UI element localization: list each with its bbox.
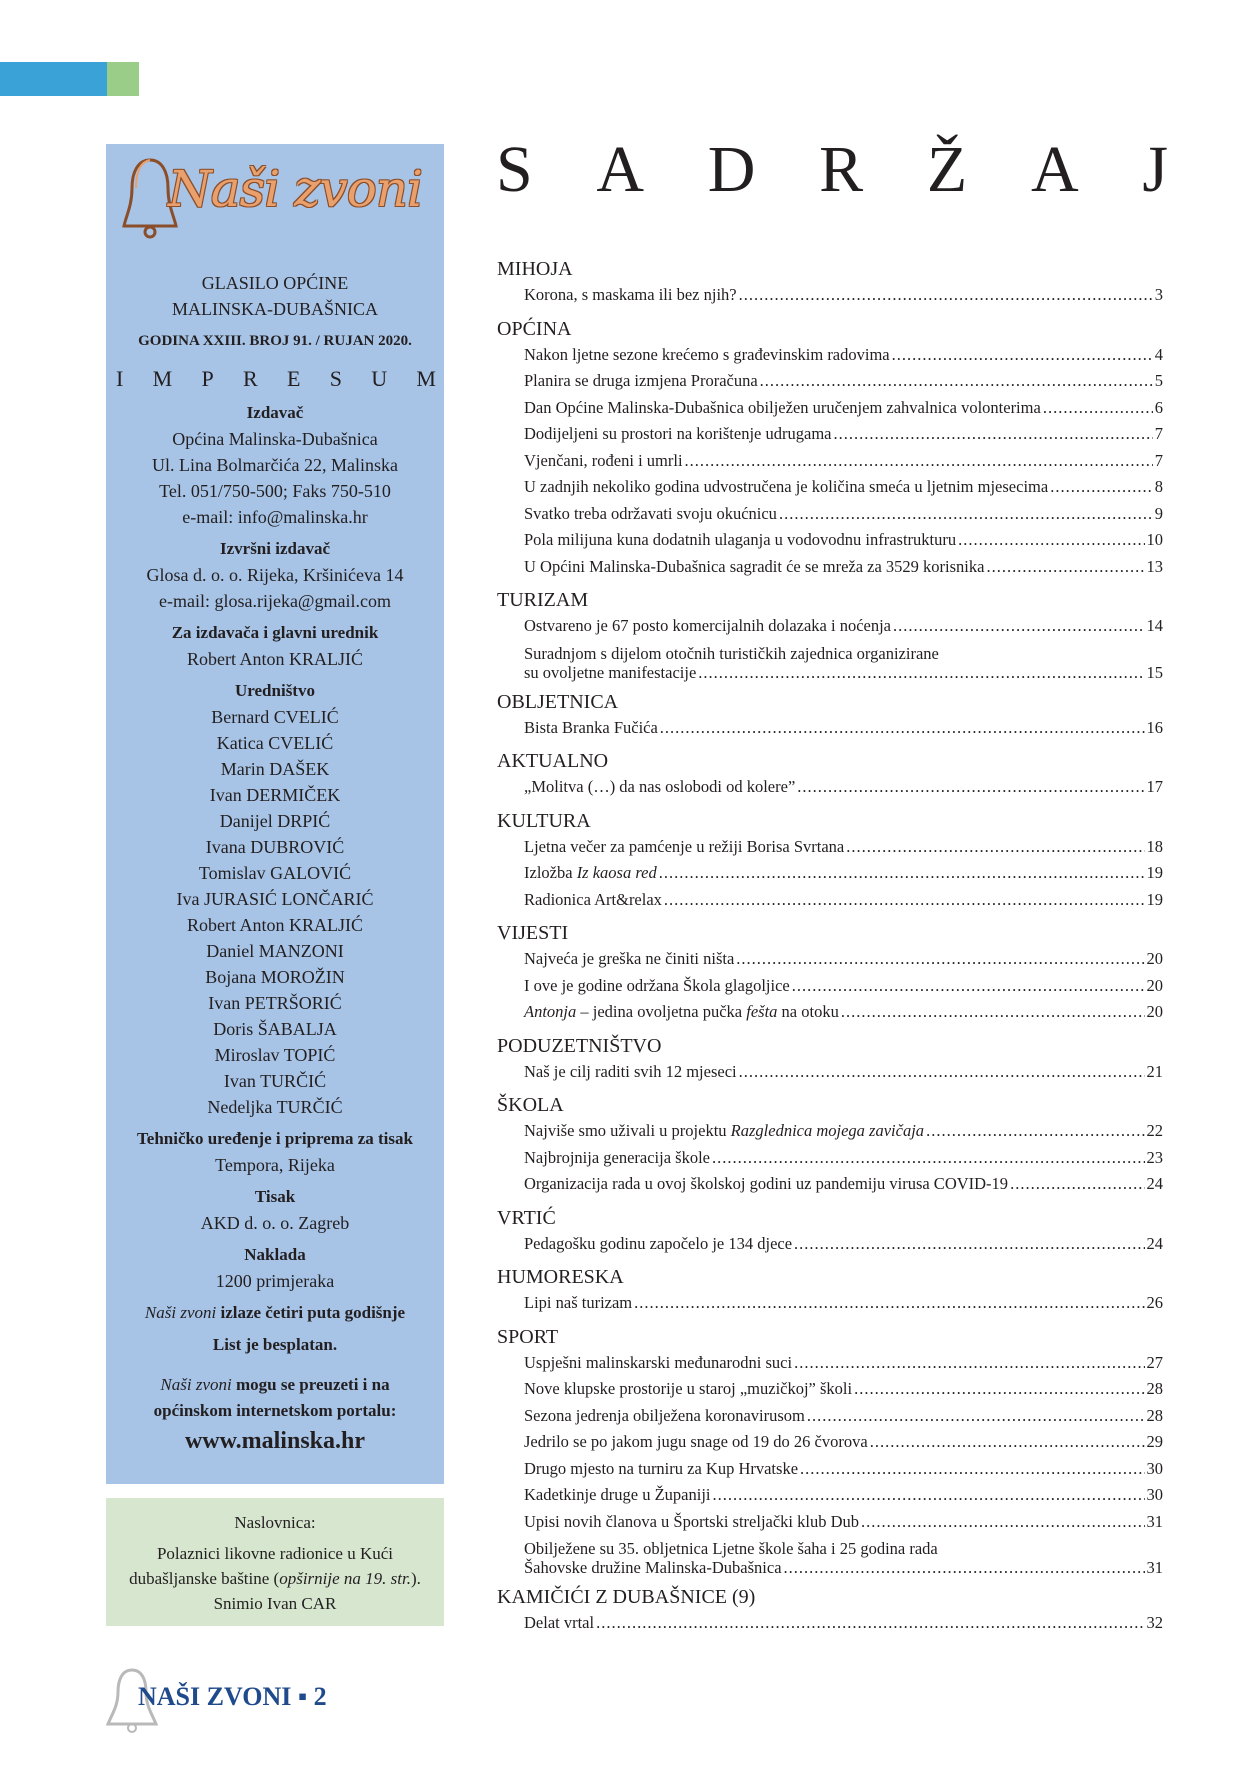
- toc-page-number: 27: [1146, 1352, 1163, 1372]
- toc-entry-title-text: Kadetkinje druge u Županiji: [524, 1485, 711, 1504]
- toc-entry-title-text: Izložba: [524, 863, 577, 882]
- cover-line-start: dubašljanske baštine (: [129, 1569, 280, 1588]
- editor-name: Robert Anton KRALJIĆ: [186, 915, 363, 935]
- toc-leader-dots: [1050, 474, 1153, 501]
- website-link[interactable]: www.malinska.hr: [184, 1428, 366, 1454]
- toc-entry-title-text: Ostvareno je 67 posto komercijalnih dolazaka i noćenja: [524, 616, 892, 635]
- top-accent-bar-green: [107, 62, 139, 96]
- toc-entry-title: [524, 474, 1048, 501]
- impresum-letter: M: [416, 366, 436, 391]
- toc-entry[interactable]: [497, 1290, 1163, 1317]
- toc-leader-dots: [807, 1403, 1145, 1430]
- toc-section-heading: ŠKOLA: [497, 1094, 564, 1116]
- toc-page-number: 26: [1146, 1293, 1163, 1312]
- impresum-heading: [116, 366, 436, 392]
- toc-section-heading: VRTIĆ: [497, 1206, 556, 1229]
- cover-label: Naslovnica:: [234, 1513, 316, 1532]
- toc-entry-title-text: Uspješni malinskarski međunarodni suci: [524, 1352, 793, 1372]
- editor-name: Miroslav TOPIĆ: [214, 1045, 336, 1065]
- toc-entry[interactable]: [497, 644, 1163, 682]
- tehnicko-label: Tehničko uređenje i priprema za tisak: [137, 1129, 413, 1148]
- toc-entry[interactable]: [497, 448, 1163, 475]
- izvrsni-label: Izvršni izdavač: [219, 539, 331, 558]
- toc-page-number: 9: [1154, 503, 1163, 523]
- toc-page-number: 30: [1146, 1458, 1163, 1478]
- toc-page-number: 31: [1146, 1511, 1163, 1531]
- editor-name: Tomislav GALOVIĆ: [198, 863, 352, 883]
- toc-page-number: 22: [1146, 1121, 1163, 1140]
- toc-page-number: 21: [1146, 1061, 1163, 1081]
- toc-leader-dots: [1043, 395, 1153, 422]
- toc-leader-dots: [846, 834, 1144, 861]
- toc-leader-dots: [800, 1456, 1144, 1483]
- cover-line: Polaznici likovne radionice u Kući: [156, 1544, 394, 1563]
- toc-entry-title: [524, 1059, 737, 1086]
- toc-leader-dots: [760, 368, 1153, 395]
- toc-leader-dots: [596, 1610, 1144, 1637]
- toc-leader-dots: [736, 946, 1144, 973]
- toc-entry-title-text: Organizacija rada u ovoj školskoj godini uz pandemiju virusa COVID-19: [524, 1174, 1009, 1193]
- toc-entry-title: [524, 448, 683, 475]
- toc-entry-title: [524, 1171, 1008, 1198]
- toc-entry-title: [524, 501, 777, 528]
- cover-line-italic: opširnije na 19. str.: [279, 1569, 411, 1588]
- toc-leader-dots: [841, 999, 1145, 1026]
- toc-entry-title: [524, 1509, 859, 1536]
- toc-section-heading: HUMORESKA: [497, 1266, 624, 1288]
- toc-entry-title: Šahovske družine Malinska-Dubašnica: [524, 1558, 782, 1577]
- toc-entry-title-text: „Molitva (…) da nas oslobodi od kolere”: [524, 777, 796, 796]
- toc-entry-title: [524, 1610, 594, 1637]
- editor-name: Ivan PETRŠORIĆ: [208, 993, 342, 1013]
- toc-leader-dots: [712, 1145, 1144, 1172]
- impresum-letter: P: [201, 366, 214, 391]
- toc-leader-dots: [739, 1059, 1145, 1086]
- toc-page-number: 19: [1146, 889, 1163, 909]
- impresum-letter: U: [371, 366, 388, 391]
- toc-leader-dots: [794, 1231, 1144, 1258]
- download-text: mogu se preuzeti i na: [231, 1375, 390, 1394]
- toc-entry-title-text: Upisi novih članova u Športski streljački klub Dub: [524, 1511, 860, 1531]
- toc-entry[interactable]: [497, 1509, 1163, 1536]
- toc-entry[interactable]: [497, 999, 1163, 1026]
- editor-name: Daniel MANZONI: [206, 941, 344, 961]
- toc-entry-title: [524, 887, 662, 914]
- toc-leader-dots: [854, 1376, 1144, 1403]
- title-letter: A: [596, 133, 645, 206]
- toc-page-number: 10: [1146, 530, 1163, 549]
- toc-entry-title: [524, 973, 790, 1000]
- toc-entry[interactable]: [497, 342, 1163, 369]
- table-of-contents: [497, 256, 1163, 1637]
- toc-leader-dots: [784, 1558, 1145, 1577]
- naklada-value: 1200 primjeraka: [215, 1271, 335, 1291]
- tisak-value: AKD d. o. o. Zagreb: [200, 1213, 350, 1233]
- toc-entry[interactable]: [497, 1429, 1163, 1456]
- toc-entry-title: [524, 1376, 852, 1403]
- toc-page-number: 3: [1154, 285, 1163, 304]
- toc-entry[interactable]: [497, 554, 1163, 581]
- toc-entry-title: [524, 613, 891, 640]
- toc-entry-title: [524, 554, 984, 581]
- toc-leader-dots: [792, 973, 1145, 1000]
- toc-leader-dots: [986, 554, 1144, 581]
- toc-entry-title-text: Najbrojnija generacija škole: [524, 1147, 711, 1167]
- toc-entry-title: [524, 282, 737, 309]
- toc-page-number: 24: [1146, 1174, 1163, 1193]
- toc-entry-title: [524, 1118, 924, 1145]
- issue-info: GODINA XXIII. BROJ 91. / RUJAN 2020.: [138, 333, 412, 349]
- izvrsni-email: e-mail: glosa.rijeka@gmail.com: [158, 591, 391, 611]
- municipality-name: MALINSKA-DUBAŠNICA: [171, 299, 378, 319]
- toc-entry-title: [524, 527, 956, 554]
- toc-leader-dots: [660, 715, 1145, 742]
- toc-entry[interactable]: [497, 1171, 1163, 1198]
- magazine-logo: [116, 150, 436, 246]
- toc-leader-dots: [713, 1482, 1145, 1509]
- toc-page-number: 5: [1154, 371, 1163, 390]
- toc-leader-dots: [893, 613, 1144, 640]
- impresum-letter: I: [116, 366, 124, 391]
- toc-entry-title: [524, 834, 844, 861]
- toc-entry-title-text: Lipi naš turizam: [524, 1293, 633, 1312]
- toc-entry-title: su ovoljetne manifestacije: [524, 662, 697, 682]
- impresum-body: [106, 400, 444, 1454]
- impresum-letter: M: [152, 366, 173, 391]
- toc-page-number: 31: [1146, 1558, 1163, 1577]
- toc-entry-title-text: Pola milijuna kuna dodatnih ulaganja u vodovodnu infrastrukturu: [524, 530, 957, 549]
- toc-entry[interactable]: [497, 860, 1163, 887]
- toc-section-heading: OBLJETNICA: [497, 690, 619, 713]
- toc-page-number: 23: [1146, 1147, 1163, 1167]
- toc-entry-title: [524, 1429, 868, 1456]
- toc-page-number: 14: [1146, 616, 1163, 635]
- toc-section-heading: PODUZETNIŠTVO: [497, 1034, 662, 1057]
- toc-leader-dots: [685, 448, 1153, 475]
- toc-entry-title-text: Nakon ljetne sezone krećemo s građevinskim radovima: [524, 344, 890, 364]
- toc-entry-title-text: Dodijeljeni su prostori na korištenje udrugama: [524, 424, 832, 443]
- toc-page-number: 28: [1146, 1379, 1163, 1398]
- toc-entry[interactable]: [497, 887, 1163, 914]
- toc-entry-title: [524, 946, 734, 973]
- toc-page-number: 18: [1146, 836, 1163, 856]
- toc-entry-title-text: na otoku: [777, 1002, 839, 1021]
- toc-entry[interactable]: [497, 395, 1163, 422]
- toc-entry[interactable]: [497, 368, 1163, 395]
- toc-section-heading: AKTUALNO: [497, 750, 609, 772]
- izdavac-line: Tel. 051/750-500; Faks 750-510: [159, 481, 391, 501]
- impresum-letter: E: [286, 366, 301, 391]
- editor-name: Iva JURASIĆ LONČARIĆ: [176, 889, 374, 909]
- toc-entry-title-text: Sezona jedrenja obilježena koronavirusom: [524, 1405, 805, 1425]
- toc-entry[interactable]: [497, 1456, 1163, 1483]
- title-letter: D: [707, 133, 756, 206]
- toc-page-number: 15: [1146, 662, 1163, 682]
- toc-page-number: 7: [1154, 424, 1163, 443]
- toc-entry[interactable]: [497, 1118, 1163, 1145]
- urednistvo-label: Uredništvo: [235, 681, 315, 700]
- toc-page-number: 32: [1146, 1613, 1163, 1632]
- editor-name: Bernard CVELIĆ: [211, 707, 339, 727]
- toc-leader-dots: [779, 501, 1153, 528]
- toc-entry-title-text: Svatko treba održavati svoju okućnicu: [524, 503, 777, 523]
- toc-leader-dots: [659, 860, 1145, 887]
- toc-page-number: 8: [1154, 477, 1163, 496]
- toc-entry-title: [524, 395, 1041, 422]
- toc-section-heading: VIJESTI: [497, 922, 569, 944]
- toc-entry[interactable]: [497, 282, 1163, 309]
- toc-entry[interactable]: [497, 774, 1163, 801]
- impresum-letter: S: [329, 366, 342, 391]
- toc-leader-dots: [926, 1118, 1144, 1145]
- toc-entry[interactable]: [497, 1482, 1163, 1509]
- toc-entry[interactable]: [497, 421, 1163, 448]
- toc-entry-title-text: Bista Branka Fučića: [524, 717, 658, 737]
- editor-name: Ivana DUBROVIĆ: [205, 837, 345, 857]
- toc-entry-title-text: I ove je godine održana Škola glagoljice: [524, 975, 790, 995]
- toc-entry-title: Obilježene su 35. obljetnica Ljetne škole šaha i 25 godina rada: [524, 1539, 938, 1558]
- toc-leader-dots: [664, 887, 1145, 914]
- toc-page-number: 20: [1146, 949, 1163, 968]
- tisak-label: Tisak: [254, 1187, 296, 1206]
- izvrsni-line: Glosa d. o. o. Rijeka, Kršinićeva 14: [146, 565, 404, 585]
- toc-leader-dots: [634, 1290, 1144, 1317]
- toc-entry-title: [524, 715, 658, 742]
- toc-entry[interactable]: [497, 474, 1163, 501]
- toc-entry-title: [524, 1403, 805, 1430]
- toc-entry-title: [524, 1145, 710, 1172]
- toc-entry-title-text: Delat vrtal: [524, 1613, 595, 1632]
- toc-entry-title: [524, 774, 795, 801]
- toc-entry-title-text: Ljetna večer za pamćenje u režiji Borisa Svrtana: [524, 836, 845, 856]
- toc-leader-dots: [892, 342, 1153, 369]
- title-letter: Ž: [926, 133, 968, 206]
- editor-name: Ivan TURČIĆ: [223, 1071, 327, 1091]
- editor-name: Katica CVELIĆ: [216, 733, 334, 753]
- magazine-name-italic: Naši zvoni: [160, 1375, 232, 1394]
- cover-line-end: ).: [411, 1569, 421, 1588]
- toc-page-number: 4: [1154, 344, 1163, 364]
- toc-leader-dots: [739, 282, 1153, 309]
- toc-entry[interactable]: [497, 973, 1163, 1000]
- toc-entry-title: Suradnjom s dijelom otočnih turističkih zajednica organizirane: [524, 643, 939, 663]
- toc-entry[interactable]: [497, 946, 1163, 973]
- footer-page-label: NAŠI ZVONI ▪ 2: [138, 1682, 327, 1711]
- glasilo-label: GLASILO OPĆINE: [201, 273, 349, 293]
- toc-entry[interactable]: [497, 1145, 1163, 1172]
- toc-section-heading: KAMIČIĆI Z DUBAŠNICE (9): [497, 1586, 756, 1608]
- page-footer: [104, 1664, 404, 1734]
- publication-header: [106, 270, 444, 354]
- toc-entry-title-italic: fešta: [746, 1002, 778, 1021]
- toc-entry-title-text: Pedagošku godinu započelo je 134 djece: [524, 1233, 793, 1253]
- toc-entry-title: [524, 368, 758, 395]
- toc-section-heading: KULTURA: [497, 809, 591, 832]
- toc-leader-dots: [794, 1350, 1144, 1377]
- toc-entry[interactable]: [497, 1350, 1163, 1377]
- toc-section-heading: SPORT: [497, 1325, 559, 1348]
- cover-photo-credit: Snimio Ivan CAR: [213, 1594, 337, 1613]
- izdavac-line: Općina Malinska-Dubašnica: [172, 429, 378, 449]
- free-note: List je besplatan.: [212, 1335, 338, 1354]
- toc-entry-title: [524, 1350, 792, 1377]
- impresum-sidebar: [106, 144, 444, 1484]
- toc-page-number: 28: [1146, 1405, 1163, 1425]
- izdavac-line: Ul. Lina Bolmarčića 22, Malinska: [152, 455, 398, 475]
- toc-page-number: 17: [1146, 777, 1163, 796]
- toc-entry-title: [524, 342, 890, 369]
- toc-entry-title-text: Jedrilo se po jakom jugu snage od 19 do 26 čvorova: [524, 1432, 868, 1451]
- toc-page-number: 7: [1154, 450, 1163, 470]
- frequency-text: izlaze četiri puta godišnje: [216, 1303, 406, 1322]
- magazine-name-italic: Naši zvoni: [144, 1303, 217, 1322]
- toc-section-heading: TURIZAM: [497, 589, 589, 611]
- cover-line: [106, 1566, 444, 1591]
- toc-entry[interactable]: [497, 1539, 1163, 1577]
- toc-page-number: 19: [1146, 863, 1163, 882]
- toc-entry-title: [524, 1482, 711, 1509]
- toc-entry-title: [524, 421, 831, 448]
- toc-section-heading: MIHOJA: [497, 258, 573, 280]
- toc-entry[interactable]: [497, 1376, 1163, 1403]
- toc-page-number: 16: [1146, 717, 1163, 737]
- cover-note: [106, 1498, 444, 1626]
- toc-entry[interactable]: [497, 834, 1163, 861]
- toc-entry[interactable]: [497, 715, 1163, 742]
- top-accent-bar-blue: [0, 62, 107, 96]
- toc-entry-title-text: Naš je cilj raditi svih 12 mjeseci: [524, 1061, 737, 1081]
- toc-section-heading: OPĆINA: [497, 317, 572, 340]
- toc-entry-title-text: – jedina ovoljetna pučka: [576, 1002, 747, 1021]
- toc-page-number: 6: [1154, 397, 1163, 417]
- toc-leader-dots: [870, 1429, 1145, 1456]
- toc-entry-title: [524, 860, 657, 887]
- toc-entry-title-text: Drugo mjesto na turniru za Kup Hrvatske: [524, 1458, 799, 1478]
- toc-page-number: 20: [1146, 1002, 1163, 1021]
- toc-entry[interactable]: [497, 501, 1163, 528]
- page-title: [496, 132, 1168, 208]
- toc-page-number: 30: [1146, 1485, 1163, 1504]
- editor-name: Bojana MOROŽIN: [205, 967, 345, 987]
- toc-entry[interactable]: [497, 613, 1163, 640]
- download-note: [106, 1372, 444, 1398]
- toc-entry[interactable]: [497, 527, 1163, 554]
- toc-entry-title: [524, 1290, 632, 1317]
- toc-entry-title-text: Vjenčani, rođeni i umrli: [524, 450, 683, 470]
- izdavac-label: Izdavač: [246, 403, 304, 422]
- toc-page-number: 24: [1146, 1233, 1163, 1253]
- toc-entry-title-italic: Antonja: [524, 1002, 577, 1021]
- toc-leader-dots: [1010, 1171, 1144, 1198]
- editor-name: Danijel DRPIĆ: [219, 811, 331, 831]
- impresum-letter: R: [242, 366, 258, 391]
- toc-entry-title-text: Korona, s maskama ili bez njih?: [524, 285, 737, 304]
- toc-entry[interactable]: [497, 1231, 1163, 1258]
- toc-entry[interactable]: [497, 1403, 1163, 1430]
- toc-entry-title: [524, 1231, 792, 1258]
- toc-entry-title-italic: Razglednica mojega zavičaja: [730, 1121, 925, 1140]
- editor-name: Nedeljka TURČIĆ: [207, 1097, 343, 1117]
- title-letter: R: [819, 133, 864, 206]
- download-note-line2: općinskom internetskom portalu:: [153, 1401, 397, 1420]
- toc-leader-dots: [833, 421, 1152, 448]
- toc-entry-title: [524, 999, 839, 1026]
- toc-entry-title-text: Najveća je greška ne činiti ništa: [524, 949, 735, 968]
- toc-leader-dots: [797, 774, 1144, 801]
- toc-entry-title-text: Dan Općine Malinska-Dubašnica obilježen uručenjem zahvalnica volonterima: [524, 397, 1041, 417]
- toc-page-number: 29: [1146, 1432, 1163, 1451]
- toc-entry[interactable]: [497, 1059, 1163, 1086]
- title-letter: A: [1030, 133, 1079, 206]
- editor-name: Ivan DERMIČEK: [209, 785, 341, 805]
- title-letter: J: [1142, 133, 1168, 206]
- toc-entry-title-text: Nove klupske prostorije u staroj „muzičkoj” školi: [524, 1379, 853, 1398]
- naklada-label: Naklada: [244, 1245, 306, 1264]
- tehnicko-value: Tempora, Rijeka: [215, 1155, 335, 1175]
- toc-entry-title-text: Radionica Art&relax: [524, 889, 662, 909]
- izdavac-email: e-mail: info@malinska.hr: [182, 507, 368, 527]
- urednik-label: Za izdavača i glavni urednik: [171, 623, 379, 642]
- frequency-note: [106, 1300, 444, 1326]
- title-letter: S: [496, 133, 533, 206]
- urednik-name: Robert Anton KRALJIĆ: [186, 649, 363, 669]
- toc-entry-title-text: U zadnjih nekoliko godina udvostručena je količina smeća u ljetnim mjesecima: [524, 477, 1049, 496]
- toc-leader-dots: [861, 1509, 1144, 1536]
- toc-entry-title: [524, 1456, 798, 1483]
- toc-entry[interactable]: [497, 1610, 1163, 1637]
- toc-page-number: 13: [1146, 556, 1163, 576]
- toc-entry-title-italic: Iz kaosa red: [576, 863, 657, 882]
- toc-entry-title-text: Planira se druga izmjena Proračuna: [524, 371, 758, 390]
- editor-name: Doris ŠABALJA: [213, 1019, 337, 1039]
- toc-leader-dots: [698, 663, 1144, 682]
- editor-name: Marin DAŠEK: [220, 759, 330, 779]
- toc-leader-dots: [958, 527, 1144, 554]
- logo-wordmark: Naši zvoni: [168, 160, 422, 218]
- toc-entry-title-text: U Općini Malinska-Dubašnica sagradit će se mreža za 3529 korisnika: [524, 556, 985, 576]
- toc-entry-title-text: Najviše smo uživali u projektu: [524, 1121, 731, 1140]
- toc-page-number: 20: [1146, 975, 1163, 995]
